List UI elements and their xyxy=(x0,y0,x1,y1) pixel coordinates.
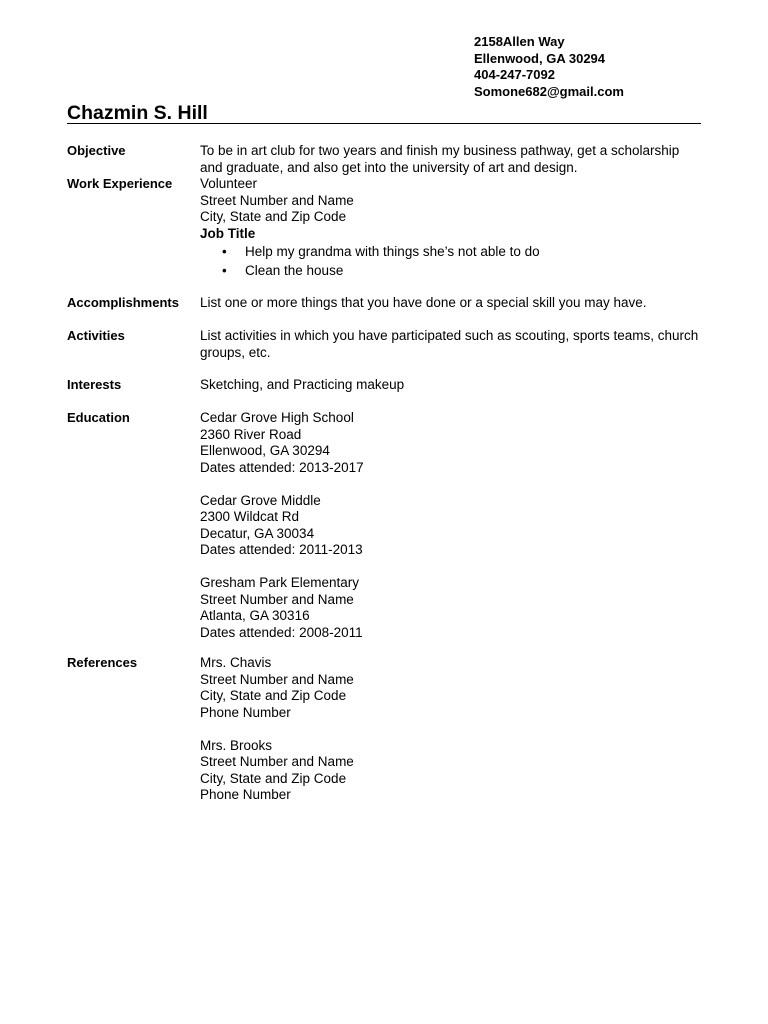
references-label: References xyxy=(67,655,138,670)
school-street: 2360 River Road xyxy=(200,426,302,442)
accomplishments-label: Accomplishments xyxy=(67,295,179,310)
contact-city: Ellenwood, GA 30294 xyxy=(474,50,606,66)
header-divider xyxy=(67,123,701,124)
list-item xyxy=(200,243,700,262)
school-dates: Dates attended: 2013-2017 xyxy=(200,459,364,475)
reference-phone: Phone Number xyxy=(200,787,291,802)
work-org: Volunteer xyxy=(200,176,258,191)
school-dates: Dates attended: 2011-2013 xyxy=(200,542,363,557)
activities-label: Activities xyxy=(67,328,125,343)
interests-label: Interests xyxy=(67,377,122,392)
work-street: Street Number and Name xyxy=(200,192,354,208)
work-bullet-text: Help my grandma with things she’s not able to do xyxy=(245,244,540,259)
education-label: Education xyxy=(67,410,130,425)
school-street: Street Number and Name xyxy=(200,591,354,607)
job-title: Job Title xyxy=(200,225,256,241)
contact-email: Somone682@gmail.com xyxy=(474,83,624,99)
activities-text: List activities in which you have participated such as scouting, sports teams, church groups, etc. xyxy=(200,328,699,360)
reference-city: City, State and Zip Code xyxy=(200,688,347,703)
reference-city: City, State and Zip Code xyxy=(200,770,347,786)
contact-block xyxy=(474,34,624,100)
work-bullet-list xyxy=(200,243,700,280)
bullet-icon: • xyxy=(222,244,227,259)
accomplishments-text: List one or more things that you have done or a special skill you may have. xyxy=(200,295,647,310)
school-street: 2300 Wildcat Rd xyxy=(200,509,300,524)
school-name: Cedar Grove High School xyxy=(200,410,354,425)
school-name: Gresham Park Elementary xyxy=(200,575,360,590)
reference-name: Mrs. Chavis xyxy=(200,655,272,670)
interests-text: Sketching, and Practicing makeup xyxy=(200,377,405,392)
list-item xyxy=(200,262,700,281)
reference-phone: Phone Number xyxy=(200,704,291,720)
school-city: Ellenwood, GA 30294 xyxy=(200,443,330,458)
school-city: Atlanta, GA 30316 xyxy=(200,608,310,623)
work-city: City, State and Zip Code xyxy=(200,209,347,224)
contact-address: 2158Allen Way xyxy=(474,34,565,49)
school-name: Cedar Grove Middle xyxy=(200,492,321,508)
school-dates: Dates attended: 2008-2011 xyxy=(200,624,363,640)
resume-name: Chazmin S. Hill xyxy=(67,102,208,124)
school-city: Decatur, GA 30034 xyxy=(200,525,315,541)
objective-label: Objective xyxy=(67,143,126,158)
work-bullet-text: Clean the house xyxy=(245,262,344,278)
reference-street: Street Number and Name xyxy=(200,754,354,769)
work-experience-label: Work Experience xyxy=(67,176,173,191)
contact-phone: 404-247-7092 xyxy=(474,67,555,82)
reference-name: Mrs. Brooks xyxy=(200,737,273,753)
objective-text: To be in art club for two years and finish my business pathway, get a scholarship and graduate, and also get into the university of art and design. xyxy=(200,143,680,175)
bullet-icon: • xyxy=(222,262,227,278)
reference-street: Street Number and Name xyxy=(200,671,354,687)
